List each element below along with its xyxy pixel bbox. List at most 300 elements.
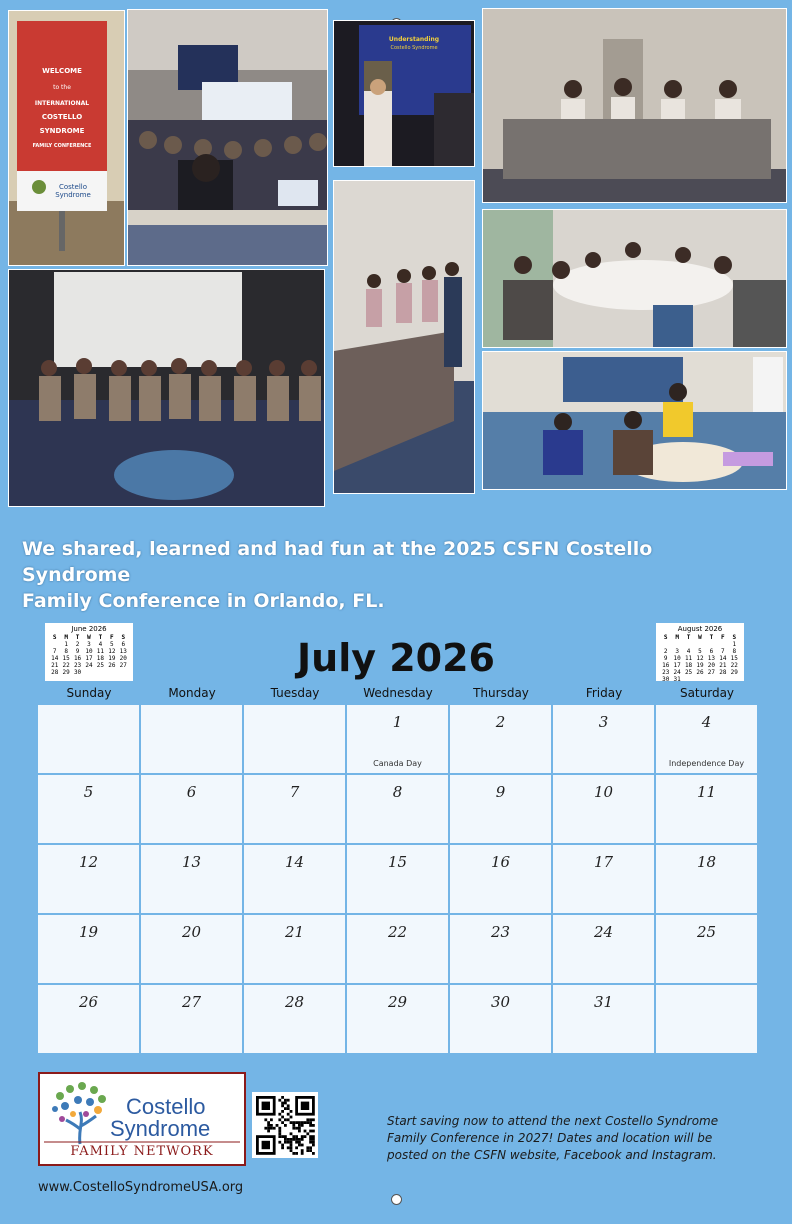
qr-module [298, 1141, 301, 1144]
qr-module [309, 1138, 312, 1141]
qr-module [309, 1146, 312, 1149]
mini-weekday: F [110, 634, 114, 641]
mini-day: 5 [698, 648, 702, 655]
qr-module [295, 1135, 298, 1138]
qr-module [298, 1124, 301, 1127]
mini-day: 8 [732, 648, 737, 655]
mini-day: 22 [730, 662, 738, 669]
holiday-label: Independence Day [668, 759, 745, 768]
audience-illustration [128, 10, 327, 265]
mini-day: 25 [684, 669, 693, 676]
qr-module [292, 1127, 295, 1130]
caption-line-1: We shared, learned and had fun at the 2025 CSFN Costello Syndrome [22, 538, 653, 586]
day-number: 7 [289, 783, 300, 801]
mini-day: 29 [62, 669, 70, 676]
qr-module [287, 1141, 290, 1144]
mini-day: 18 [96, 655, 105, 662]
mini-day: 18 [684, 662, 693, 669]
mini-day: 10 [673, 655, 681, 662]
qr-finder [301, 1102, 309, 1110]
qr-module [270, 1118, 273, 1121]
mini-day: 12 [108, 648, 116, 655]
qr-module [290, 1138, 293, 1141]
qr-module [306, 1118, 309, 1121]
svg-text:INTERNATIONAL: INTERNATIONAL [34, 100, 90, 107]
mini-day: 5 [110, 641, 114, 648]
mini-day: 30 [73, 669, 82, 676]
mini-day: 3 [87, 641, 91, 648]
promo-line-3: posted on the CSFN website, Facebook and Instagram. [387, 1148, 717, 1162]
mini-day: 26 [696, 669, 704, 676]
promo-line-2: Family Conference in 2027! Dates and location will be [387, 1131, 713, 1145]
mini-day: 20 [707, 662, 716, 669]
day-cell[interactable] [141, 775, 242, 843]
qr-module [287, 1118, 290, 1121]
day-cell[interactable] [141, 985, 242, 1053]
mini-weekday: S [663, 634, 668, 641]
qr-module [301, 1152, 304, 1155]
mini-weekday: S [732, 634, 737, 641]
mini-day: 23 [662, 669, 670, 676]
qr-module [281, 1146, 284, 1149]
mini-weekday: T [709, 634, 714, 641]
holiday-label: Canada Day [373, 759, 422, 768]
day-cell[interactable] [244, 775, 345, 843]
mini-day: 14 [719, 655, 727, 662]
day-cell[interactable] [450, 985, 551, 1053]
day-number: 16 [490, 853, 511, 871]
day-number: 25 [696, 923, 717, 941]
day-number: 15 [387, 853, 408, 871]
day-cell[interactable] [553, 845, 654, 913]
day-cell[interactable] [347, 705, 448, 773]
presenter-illustration [334, 21, 474, 166]
qr-module [290, 1116, 293, 1119]
website-link[interactable]: www.CostelloSyndromeUSA.org [38, 1180, 244, 1195]
mini-weekday: T [75, 634, 80, 641]
svg-text:FAMILY CONFERENCE: FAMILY CONFERENCE [32, 143, 92, 149]
mini-weekday: S [121, 634, 126, 641]
day-cell[interactable] [347, 985, 448, 1053]
qr-module [284, 1124, 287, 1127]
qr-module [306, 1146, 309, 1149]
mini-day: 4 [686, 648, 691, 655]
day-number: 31 [593, 993, 614, 1011]
mini-day: 21 [51, 662, 59, 669]
mini-day: 4 [98, 641, 103, 648]
day-cell[interactable] [38, 845, 139, 913]
qr-module [309, 1118, 312, 1121]
qr-module [290, 1146, 293, 1149]
day-cell[interactable] [553, 915, 654, 983]
mini-weekday: T [98, 634, 103, 641]
mini-day: 7 [721, 648, 725, 655]
qr-module [287, 1113, 290, 1116]
round-tables-illustration [483, 210, 786, 347]
qr-module [287, 1146, 290, 1149]
qr-module [284, 1118, 287, 1121]
banner-illustration [9, 11, 124, 265]
qr-module [295, 1127, 298, 1130]
mini-day: 10 [85, 648, 93, 655]
mini-day: 29 [730, 669, 738, 676]
day-cell[interactable] [450, 705, 551, 773]
qr-module [284, 1138, 287, 1141]
mini-day: 13 [119, 648, 127, 655]
qr-module [298, 1144, 301, 1147]
day-cell[interactable] [656, 775, 757, 843]
photo-panel-table [482, 8, 787, 203]
mini-day: 16 [662, 662, 670, 669]
qr-code-pattern [252, 1092, 318, 1158]
qr-finder [262, 1102, 270, 1110]
day-cell[interactable] [347, 775, 448, 843]
logo-family-network: FAMILY NETWORK [70, 1144, 214, 1159]
qr-code[interactable] [252, 1092, 318, 1158]
qr-module [309, 1135, 312, 1138]
qr-module [306, 1149, 309, 1152]
svg-text:Syndrome: Syndrome [55, 191, 91, 199]
qr-module [312, 1144, 315, 1147]
promo-text [387, 1113, 757, 1164]
qr-module [284, 1107, 287, 1110]
day-cell[interactable] [38, 705, 139, 773]
mini-day: 17 [85, 655, 93, 662]
day-cell[interactable] [656, 845, 757, 913]
qr-module [295, 1121, 298, 1124]
weekday-header: Tuesday [270, 686, 320, 700]
qr-module [304, 1121, 307, 1124]
day-number: 29 [387, 993, 408, 1011]
day-cell[interactable] [347, 915, 448, 983]
mini-day: 27 [119, 662, 127, 669]
day-number: 28 [284, 993, 305, 1011]
day-cell[interactable] [141, 705, 242, 773]
qr-module [292, 1135, 295, 1138]
mini-weekday: M [64, 634, 68, 641]
qr-module [312, 1124, 315, 1127]
day-number: 9 [495, 783, 506, 801]
qr-module [284, 1135, 287, 1138]
photo-exhibit-table [333, 180, 475, 494]
qr-module [309, 1124, 312, 1127]
logo-word-costello: Costello [126, 1094, 206, 1119]
day-cell[interactable] [553, 705, 654, 773]
qr-module [295, 1141, 298, 1144]
day-number: 17 [593, 853, 614, 871]
qr-module [278, 1127, 281, 1130]
qr-module [295, 1152, 298, 1155]
qr-module [292, 1152, 295, 1155]
mini-prev-title: June 2026 [71, 625, 107, 633]
calendar-grid [38, 705, 757, 1053]
qr-module [290, 1110, 293, 1113]
qr-module [309, 1130, 312, 1133]
day-number: 2 [495, 713, 506, 731]
weekday-header: Sunday [66, 686, 112, 700]
qr-module [298, 1121, 301, 1124]
qr-module [298, 1130, 301, 1133]
photo-welcome-banner [8, 10, 125, 266]
mini-day: 21 [719, 662, 727, 669]
day-number: 5 [83, 783, 94, 801]
promo-line-1: Start saving now to attend the next Costello Syndrome [387, 1114, 719, 1128]
photo-panel-seated [8, 269, 325, 507]
mini-day: 26 [108, 662, 116, 669]
day-cell[interactable] [656, 705, 757, 773]
qr-module [284, 1099, 287, 1102]
qr-module [278, 1099, 281, 1102]
qr-module [304, 1130, 307, 1133]
weekday-header: Saturday [679, 686, 735, 700]
day-number: 3 [598, 713, 609, 731]
qr-module [298, 1127, 301, 1130]
day-cell[interactable] [141, 845, 242, 913]
qr-module [290, 1149, 293, 1152]
qr-finder [262, 1141, 270, 1149]
mini-day: 9 [75, 648, 80, 655]
qr-module [267, 1124, 270, 1127]
qr-module [278, 1132, 281, 1135]
qr-module [270, 1127, 273, 1130]
svg-text:WELCOME: WELCOME [42, 67, 82, 75]
mini-day: 24 [673, 669, 681, 676]
qr-module [270, 1124, 273, 1127]
mini-day: 24 [85, 662, 93, 669]
qr-module [301, 1135, 304, 1138]
mini-day: 8 [64, 648, 68, 655]
day-cell[interactable] [347, 845, 448, 913]
qr-module [267, 1121, 270, 1124]
mini-day: 28 [51, 669, 59, 676]
qr-module [306, 1132, 309, 1135]
day-number: 19 [78, 923, 99, 941]
mini-day: 17 [673, 662, 681, 669]
day-number: 14 [284, 853, 305, 871]
day-cell[interactable] [244, 985, 345, 1053]
day-number: 13 [181, 853, 202, 871]
qr-module [278, 1141, 281, 1144]
qr-module [267, 1130, 270, 1133]
day-cell[interactable] [38, 775, 139, 843]
qr-module [309, 1141, 312, 1144]
mini-weekday: T [686, 634, 691, 641]
svg-text:COSTELLO: COSTELLO [41, 113, 83, 121]
qr-module [281, 1110, 284, 1113]
csfn-logo [38, 1072, 246, 1166]
mini-day: 25 [96, 662, 105, 669]
day-cell[interactable] [38, 985, 139, 1053]
mini-day: 15 [730, 655, 738, 662]
qr-module [281, 1121, 284, 1124]
svg-text:SYNDROME: SYNDROME [39, 127, 85, 135]
photo-kids-play [482, 351, 787, 490]
qr-module [304, 1135, 307, 1138]
mini-day: 31 [673, 676, 681, 683]
day-cell[interactable] [244, 845, 345, 913]
qr-module [290, 1132, 293, 1135]
caption-line-2: Family Conference in Orlando, FL. [22, 590, 385, 612]
qr-module [281, 1104, 284, 1107]
mini-day: 2 [663, 648, 668, 655]
day-number: 22 [387, 923, 408, 941]
mini-day: 28 [719, 669, 727, 676]
day-number: 8 [392, 783, 403, 801]
mini-next-title: August 2026 [677, 625, 723, 633]
qr-module [281, 1096, 284, 1099]
day-cell[interactable] [38, 915, 139, 983]
qr-module [290, 1144, 293, 1147]
qr-module [267, 1127, 270, 1130]
day-number: 11 [696, 783, 717, 801]
day-cell[interactable] [450, 915, 551, 983]
qr-module [301, 1124, 304, 1127]
qr-module [309, 1121, 312, 1124]
mini-day: 1 [64, 641, 68, 648]
day-number: 24 [593, 923, 614, 941]
day-cell[interactable] [141, 915, 242, 983]
qr-module [284, 1102, 287, 1105]
qr-module [312, 1138, 315, 1141]
qr-module [281, 1102, 284, 1105]
weekday-header: Friday [585, 686, 623, 700]
qr-module [290, 1141, 293, 1144]
mini-day: 7 [52, 648, 57, 655]
qr-module [287, 1138, 290, 1141]
mini-day: 27 [707, 669, 716, 676]
qr-module [306, 1121, 309, 1124]
qr-module [281, 1144, 284, 1147]
mini-day: 1 [732, 641, 737, 648]
day-number: 12 [78, 853, 99, 871]
qr-module [278, 1135, 281, 1138]
svg-text:Understanding: Understanding [388, 36, 440, 43]
mini-day: 16 [73, 655, 82, 662]
photo-caption [22, 536, 762, 614]
mini-day: 22 [62, 662, 70, 669]
qr-module [278, 1118, 281, 1121]
qr-module [278, 1130, 281, 1133]
day-cell[interactable] [553, 985, 654, 1053]
qr-module [312, 1118, 315, 1121]
svg-text:Costello: Costello [58, 183, 88, 191]
mini-weekday: W [698, 634, 702, 641]
qr-module [301, 1149, 304, 1152]
qr-module [264, 1127, 267, 1130]
day-number: 30 [490, 993, 511, 1011]
qr-module [292, 1138, 295, 1141]
day-number: 6 [186, 783, 197, 801]
mini-day: 9 [663, 655, 668, 662]
qr-module [301, 1138, 304, 1141]
qr-module [312, 1141, 315, 1144]
photo-presenter-slide [333, 20, 475, 167]
day-number: 1 [392, 713, 403, 731]
mini-weekday: M [675, 634, 679, 641]
qr-module [292, 1124, 295, 1127]
photo-round-tables [482, 209, 787, 348]
qr-module [273, 1127, 276, 1130]
mini-day: 2 [75, 641, 80, 648]
mini-weekday: F [721, 634, 725, 641]
mini-day: 12 [696, 655, 704, 662]
photo-audience-room [127, 9, 328, 266]
day-number: 23 [490, 923, 511, 941]
bottom-punch-hole [391, 1194, 402, 1205]
mini-day: 19 [108, 655, 116, 662]
mini-day: 19 [696, 662, 704, 669]
day-number: 4 [701, 713, 712, 731]
qr-module [287, 1107, 290, 1110]
day-cell[interactable] [244, 915, 345, 983]
weekday-header: Monday [168, 686, 216, 700]
mini-weekday: S [52, 634, 57, 641]
qr-module [276, 1124, 279, 1127]
mini-weekday: W [87, 634, 91, 641]
qr-module [281, 1116, 284, 1119]
day-cell[interactable] [450, 775, 551, 843]
mini-day: 23 [73, 662, 82, 669]
mini-day: 15 [62, 655, 70, 662]
mini-day: 3 [675, 648, 679, 655]
weekday-header: Wednesday [363, 686, 433, 700]
month-title: July 2026 [297, 636, 495, 680]
kids-play-illustration [483, 352, 786, 489]
qr-module [295, 1138, 298, 1141]
logo-word-syndrome: Syndrome [110, 1116, 211, 1141]
qr-module [298, 1138, 301, 1141]
qr-module [278, 1113, 281, 1116]
qr-module [290, 1121, 293, 1124]
svg-text:to the: to the [53, 84, 71, 91]
panel-seated-illustration [9, 270, 324, 506]
qr-module [264, 1118, 267, 1121]
qr-module [287, 1099, 290, 1102]
day-number: 26 [78, 993, 99, 1011]
panel-table-illustration [483, 9, 786, 202]
qr-module [292, 1121, 295, 1124]
day-number: 27 [181, 993, 202, 1011]
day-cell[interactable] [656, 915, 757, 983]
mini-day: 11 [96, 648, 105, 655]
qr-module [284, 1141, 287, 1144]
mini-day: 14 [51, 655, 59, 662]
day-cell[interactable] [553, 775, 654, 843]
day-cell[interactable] [656, 985, 757, 1053]
exhibit-illustration [334, 181, 474, 493]
day-number: 10 [593, 783, 614, 801]
mini-day: 30 [662, 676, 670, 683]
day-cell[interactable] [244, 705, 345, 773]
qr-module [312, 1152, 315, 1155]
day-number: 20 [181, 923, 202, 941]
qr-module [301, 1144, 304, 1147]
day-cell[interactable] [450, 845, 551, 913]
mini-day: 11 [684, 655, 693, 662]
qr-module [309, 1149, 312, 1152]
qr-module [287, 1104, 290, 1107]
qr-module [281, 1135, 284, 1138]
day-number: 18 [696, 853, 717, 871]
mini-day: 13 [707, 655, 716, 662]
qr-module [301, 1121, 304, 1124]
qr-module [312, 1135, 315, 1138]
mini-day: 6 [709, 648, 714, 655]
svg-text:Costello Syndrome: Costello Syndrome [390, 45, 438, 51]
mini-day: 20 [119, 655, 127, 662]
mini-day: 6 [121, 641, 126, 648]
qr-module [312, 1130, 315, 1133]
